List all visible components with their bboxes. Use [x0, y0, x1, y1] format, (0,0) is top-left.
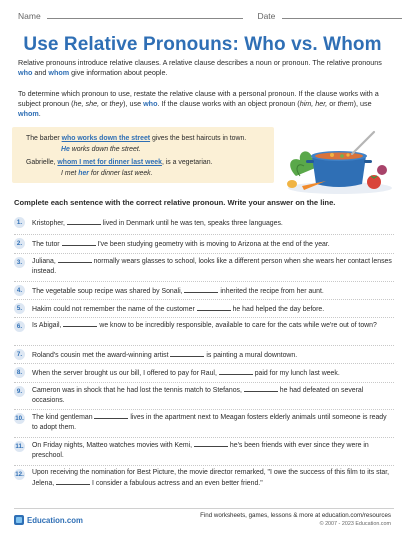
education-logo[interactable]: Education.com	[14, 513, 83, 527]
question-text-before: Hakim could not remember the name of the customer	[32, 306, 197, 313]
answer-blank[interactable]	[94, 412, 128, 419]
answer-blank[interactable]	[58, 256, 92, 263]
question-row	[14, 386, 394, 408]
question-text-before: Is Abigail,	[32, 322, 64, 329]
intro-paragraph-1: Relative pronouns introduce relative clauses. A relative clause describes a noun or pronoun. The relative pronouns who and whom give information about people.	[18, 58, 382, 77]
question-row	[14, 257, 394, 279]
question-text	[32, 239, 394, 250]
answer-blank[interactable]	[244, 385, 278, 392]
question-number-badge: 6.	[14, 321, 25, 332]
answer-blank[interactable]	[56, 478, 90, 485]
question-text	[32, 304, 394, 315]
question-number-badge: 10.	[15, 415, 24, 422]
question-text-after: he had defeated on several occasions.	[32, 387, 364, 404]
answer-blank[interactable]	[67, 218, 101, 225]
question-number-badge: 7.	[14, 349, 25, 360]
example-box	[12, 127, 274, 183]
question-text	[32, 350, 394, 361]
intro-paragraph-2: To determine which pronoun to use, restate the relative clause with a personal pronoun. If the clause works with a subject pronoun (he, she, or they), use who. If the clause works with an object pronoun (him, her, or them), use whom.	[18, 89, 379, 118]
answer-blank[interactable]	[184, 286, 218, 293]
question-text-after: lived in Denmark until he was ten, speaks three languages.	[100, 220, 283, 227]
question-text-after: he's been friends with ever since they were in preschool.	[32, 442, 369, 459]
question-text-after: paid for my lunch last week.	[252, 370, 340, 377]
question-text-after: we know to be incredibly responsible, available to care for the cats while we're out of town?	[97, 322, 377, 329]
question-text-before: On Friday nights, Matteo watches movies with Kemi,	[32, 442, 194, 449]
question-text-after: inherited the recipe from her aunt.	[218, 288, 324, 295]
question-row	[14, 217, 394, 239]
date-label: Date	[257, 11, 276, 21]
page-title: Use Relative Pronouns: Who vs. Whom	[23, 34, 382, 55]
question-number-badge: 1.	[14, 217, 25, 228]
question-number-badge: 3.	[14, 257, 25, 268]
answer-blank[interactable]	[194, 440, 228, 447]
footer-resources-link[interactable]: Find worksheets, games, lessons & more at education.com/resources	[200, 512, 391, 519]
question-text	[32, 412, 394, 432]
question-text	[32, 440, 394, 460]
question-text-before: The kind gentleman	[32, 414, 95, 421]
example-sentence-2: Gabrielle, whom I met for dinner last week, is a vegetarian.	[26, 159, 213, 166]
question-row	[14, 413, 394, 435]
question-row	[14, 321, 394, 343]
question-divider	[14, 299, 394, 300]
soup-pot-illustration	[282, 126, 394, 196]
question-text-before: The vegetable soup recipe was shared by Sonali,	[32, 288, 185, 295]
question-divider	[14, 234, 394, 235]
name-date-line	[18, 11, 402, 21]
question-text-after: normally wears glasses to school, looks like a different person when she wears her contact lenses instead.	[32, 258, 392, 275]
example-sentence-1: The barber who works down the street gives the best haircuts in town.	[26, 135, 247, 142]
question-divider	[14, 253, 394, 254]
question-number-badge: 8.	[14, 367, 25, 378]
question-text-before: Cameron was in shock that he had lost the tennis match to Stefanos,	[32, 387, 244, 394]
question-divider	[14, 281, 394, 282]
question-divider	[14, 345, 394, 346]
question-divider	[14, 382, 394, 383]
example-restatement-1: He works down the street.	[61, 146, 141, 153]
instruction-text: Complete each sentence with the correct relative pronoun. Write your answer on the line.	[14, 198, 336, 207]
question-row	[14, 469, 394, 491]
name-label: Name	[18, 11, 41, 21]
answer-blank[interactable]	[63, 320, 97, 327]
question-text-before: Roland's cousin met the award-winning artist	[32, 352, 171, 359]
question-text-before: Juliana,	[32, 258, 58, 265]
example-restatement-2: I met her for dinner last week.	[61, 170, 153, 177]
question-divider	[14, 437, 394, 438]
answer-blank[interactable]	[197, 304, 231, 311]
question-text-after: lives in the apartment next to Meagan fosters elderly animals until someone is ready to adopt them.	[32, 414, 387, 431]
question-text	[32, 256, 394, 276]
question-text-after: I've been studying geometry with is moving to Arizona at the end of the year.	[95, 241, 330, 248]
question-text-after: is painting a mural downtown.	[204, 352, 298, 359]
question-divider	[14, 409, 394, 410]
footer-copyright: © 2007 - 2023 Education.com	[319, 521, 391, 528]
question-number-badge: 2.	[14, 238, 25, 249]
question-text	[32, 218, 394, 229]
question-text	[32, 468, 394, 488]
question-text-after: I consider a fabulous actress and an even better friend."	[90, 479, 263, 487]
footer-text	[200, 512, 391, 528]
answer-blank[interactable]	[219, 368, 253, 375]
answer-blank[interactable]	[170, 350, 204, 357]
date-blank[interactable]	[282, 11, 402, 19]
question-divider	[14, 363, 394, 364]
question-text-before: When the server brought us our bill, I offered to pay for Raul,	[32, 370, 219, 377]
question-number-badge: 11.	[15, 443, 24, 450]
question-text-before: The tutor	[32, 241, 62, 248]
footer-divider	[14, 508, 394, 509]
question-text-before: Upon receiving the nomination for Best Picture, the movie director remarked, "I owe the success of this film to its star, Jelena,	[32, 469, 390, 487]
name-blank[interactable]	[47, 11, 243, 19]
question-number-badge: 12.	[15, 471, 24, 478]
question-text	[32, 286, 394, 297]
question-number-badge: 4.	[14, 285, 25, 296]
question-text-before: Kristopher,	[32, 220, 67, 227]
question-text	[32, 385, 394, 405]
question-number-badge: 5.	[14, 303, 25, 314]
question-text	[32, 320, 394, 331]
education-logo-icon	[14, 515, 24, 525]
question-text	[32, 368, 394, 379]
answer-blank[interactable]	[62, 239, 96, 246]
question-text-after: he had helped the day before.	[230, 306, 325, 313]
question-number-badge: 9.	[14, 386, 25, 397]
question-row	[14, 441, 394, 463]
question-divider	[14, 317, 394, 318]
question-divider	[14, 465, 394, 466]
